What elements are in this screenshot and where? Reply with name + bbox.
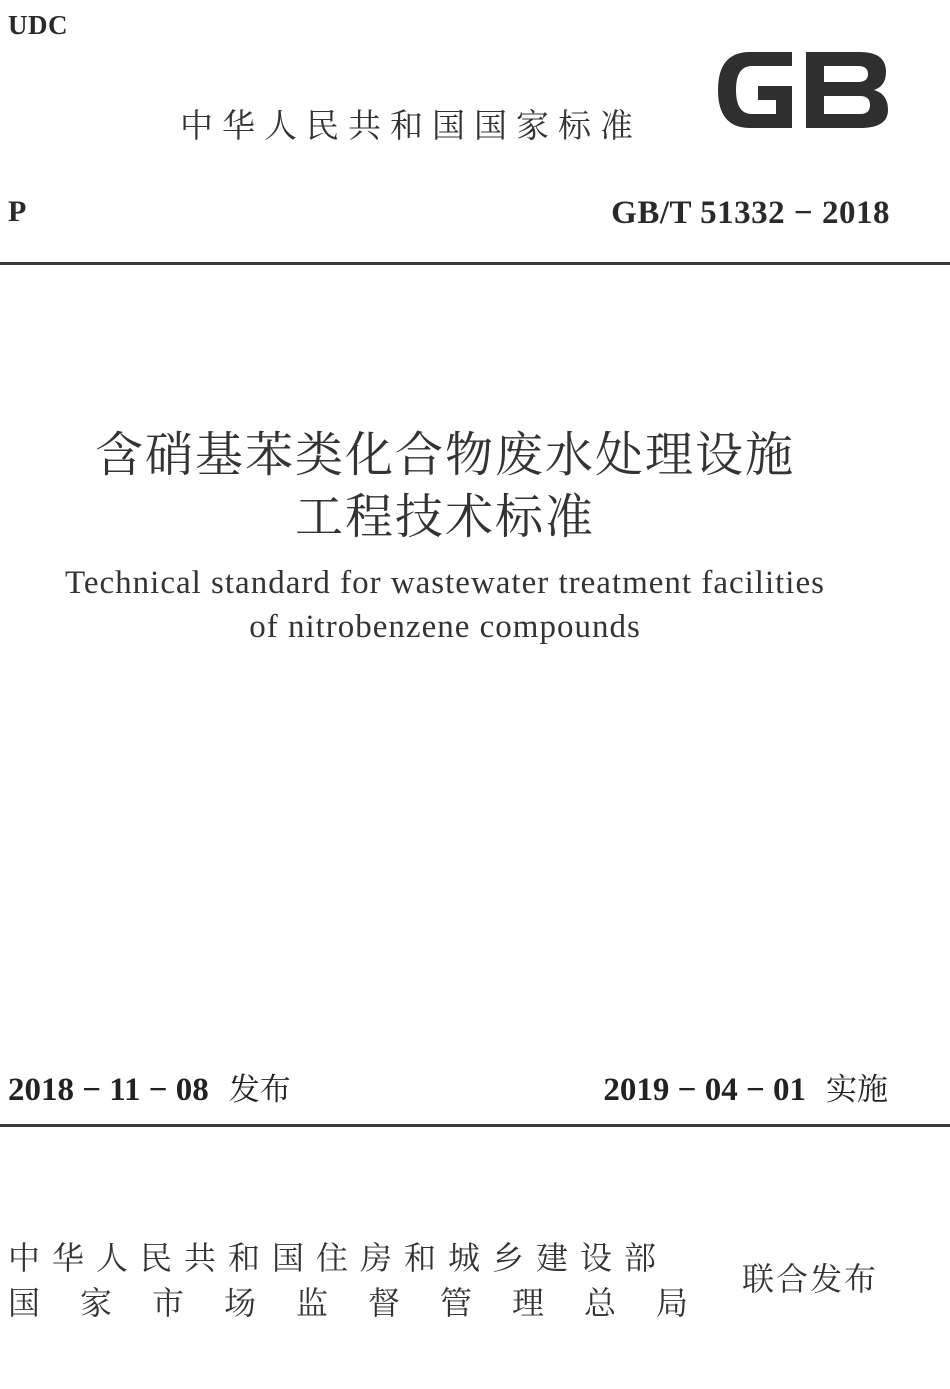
udc-label: UDC: [8, 10, 68, 40]
issue-label: 发布: [228, 1072, 291, 1108]
issue-date: 2018 − 11 − 08: [8, 1072, 209, 1108]
implementation-date-block: [603, 1064, 888, 1109]
title-chinese-line-2: 工程技术标准: [294, 489, 595, 545]
implementation-date: 2019 − 04 − 01: [603, 1072, 806, 1108]
title-english-line-2: of nitrobenzene compounds: [249, 609, 641, 645]
standard-number: GB/T 51332 − 2018: [611, 195, 890, 231]
issuer-administration: 国家市场监督管理总局: [8, 1284, 729, 1322]
title-chinese-line-1: 含硝基苯类化合物废水处理设施: [94, 427, 795, 483]
national-standard-heading: 中华人民共和国国家标准: [180, 106, 642, 145]
title-english-line-1: Technical standard for wastewater treatment facilities: [65, 565, 825, 601]
header-divider: [0, 262, 950, 265]
gb-logo: [710, 42, 892, 138]
implementation-label: 实施: [826, 1072, 888, 1108]
issuer-ministry: 中华人民共和国住房和城乡建设部: [8, 1239, 669, 1277]
footer-divider: [0, 1124, 950, 1127]
joint-issue-label: 联合发布: [742, 1260, 879, 1298]
issue-date-block: [8, 1064, 291, 1109]
classification-code: P: [8, 195, 27, 228]
